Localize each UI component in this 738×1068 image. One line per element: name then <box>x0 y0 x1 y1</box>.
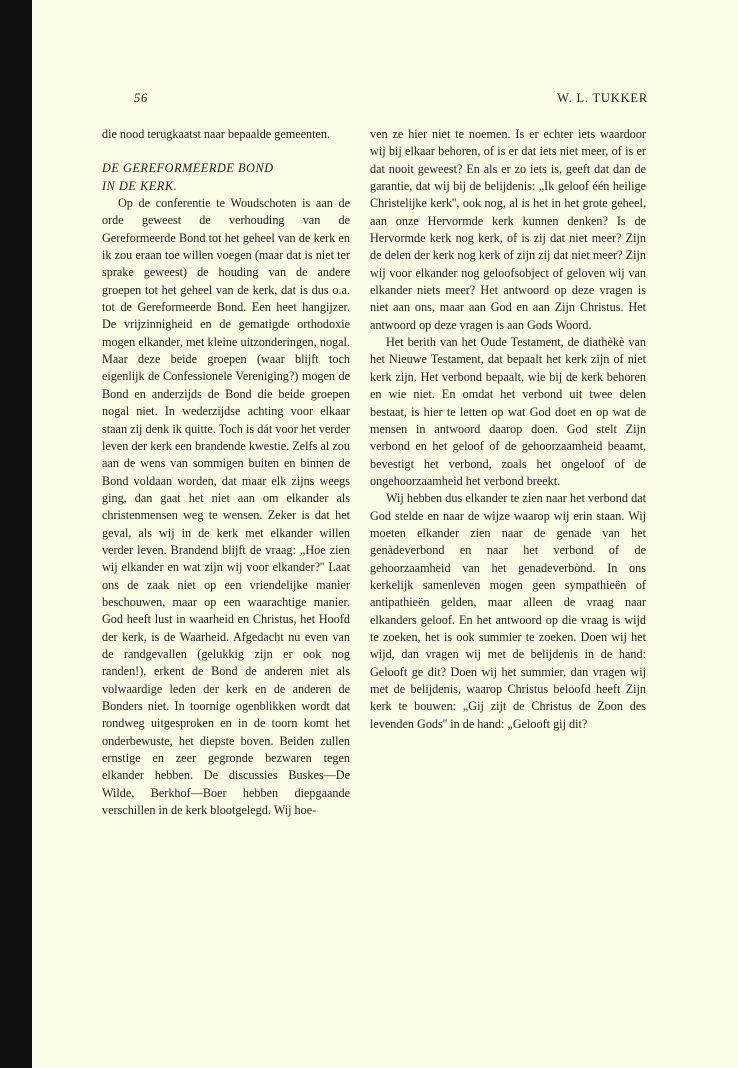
section-heading-line1: DE GEREFORMEERDE BOND <box>102 161 274 176</box>
page-header <box>134 91 648 111</box>
paragraph: Wij hebben dus elkander te zien naar het verbond dat God stelde en naar de wijze waarop wij erin staan. Wij moeten elkander zien naar de genade van het genàdeverbond en naar het verbond of de gehoorzaamheid van het genadeverbònd. In ons kerkelijk samenleven mogen geen sympathieën of antipathieën gelden, maar alleen de vraag naar elkanders geloof. En het antwoord op die vraag is wijd te zoeken, het is ook summier te zoeken. Doen wij het wijd, dan vragen wij met de belijdenis in de hand: Gelooft ge dit? Doen wij het summier, dan vragen wij met de belijdenis, waarop Christus beloofd heeft Zijn kerk te bouwen: „Gij zijt de Christus de Zoon des levenden Gods'' in de hand: „Gelooft gij dit? <box>370 491 646 731</box>
paragraph: Op de conferentie te Woudschoten is aan de orde geweest de verhouding van de Gereformeerde Bond tot het geheel van de kerk en ik zou eraan toe willen voegen (maar dat is niet ter sprake geweest) de houding van de andere groepen tot het geheel van de kerk, dat is dus o.a. tot de Gereformeerde Bond. Een heet hangijzer. De vrijzinnigheid en de gematigde orthodoxie mogen elkander, met kleine uitzonderingen, nogal. Maar deze beide groepen (waar blijft toch eigenlijk de Confessionele Vereniging?) mogen de Bond en anderzijds de Bond die beide groepen nogal niet. In wederzijdse achting voor elkaar staan zij denk ik quitte. Toch is dát voor het verder leven der kerk een brandende kwestie. Zelfs al zou aan de wens van sommigen buiten en binnen de Bond voldaan worden, dat maar elk zijns weegs ging, dan gaat het niet aan om elkander als christenmensen weg te wensen. Zeker is dat het geval, als wij in de kerk met elkander willen verder leven. Brandend blijft de vraag: „Hoe zien wij elkander en wat zijn wij voor elkander?'' Laat ons de zaak niet op een vriendelijke manier beschouwen, maar op een waarachtige manier. God heeft lust in waarheid en Christus, het Hoofd der kerk, is de Waarheid. Afgedacht nu even van de randgevallen (gelukkig zijn er ook nog randen!), erkent de Bond de anderen niet als volwaardige leden der kerk en de anderen de Bonders niet. In toornige ogenblikken wordt dat rondweg uitgesproken en in de toorn komt het onderbewuste, het diepste boven. Beiden zullen ernstige en zeer gegronde bezwaren tegen elkander hebben. De discussies Buskes—De Wilde, Berkhof—Boer hebben diepgaande verschillen in de kerk blootgelegd. Wij hoe- <box>102 196 350 818</box>
paragraph: ven ze hier niet te noemen. Is er echter iets waardoor wij bij elkaar behoren, of is er dat iets niet meer, of is er dat nooit geweest? En als er zo iets is, geeft dat dan de garantie, dat wij bij de belijdenis: „Ik geloof één heilige Christelijke kerk'', ook nog, al is het in het grote geheel, aan onze Hervormde kerk kunnen denken? Is de Hervormde kerk nog kerk, of is zij dat niet meer? Zijn de delen der kerk nog kerk of zijn zij dat niet meer? Zijn wij voor elkander nog geloofsobject of geloven wij van elkander niets meer? Het antwoord op deze vragen is niet aan ons, maar aan God en aan Zijn Christus. Het antwoord op deze vragen is aan Gods Woord. <box>370 127 646 332</box>
page-number: 56 <box>134 91 149 105</box>
running-head: W. L. TUKKER <box>557 91 648 105</box>
intro-paragraph: die nood terugkaatst naar bepaalde gemeenten. <box>102 127 331 141</box>
section-heading-line2: IN DE KERK. <box>102 178 178 193</box>
right-column <box>370 126 646 733</box>
scan-left-border <box>0 0 32 1068</box>
section-heading <box>102 160 350 195</box>
paragraph: Het berith van het Oude Testament, de diathèkè van het Nieuwe Testament, dat bepaalt het kerk zijn of niet kerk zijn. Het verbond bepaalt, wie bij de kerk behoren en wie niet. En omdat het verbond uit twee delen bestaat, is hier te letten op wat God doet en op wat de mensen in antwoord daarop doen. God stelt Zijn verbond en het geloof of de gehoorzaamheid beaamt, bevestigt het verbond, zoals het ongeloof of de ongehoorzaamheid het verbond breekt. <box>370 335 646 488</box>
left-column <box>102 126 350 819</box>
